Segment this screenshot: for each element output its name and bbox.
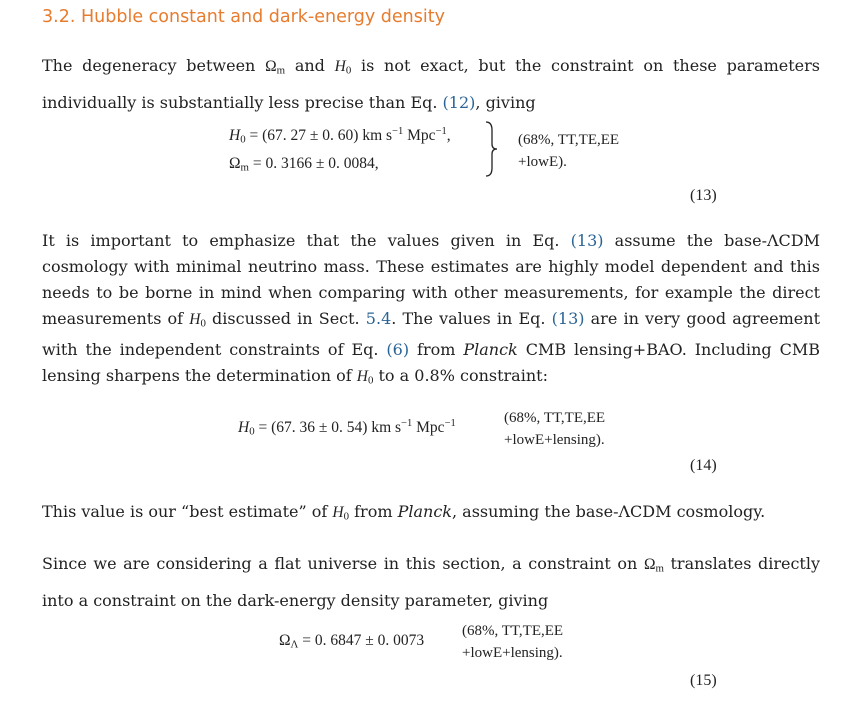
section-number: 3.2. <box>42 7 76 27</box>
paragraph-1: The degeneracy between $\Omega_m$ and $H_0$ is not exact, but the constraint on these parameters individually is substantially less precise than Eq. (12), giving <box>42 56 820 112</box>
eq-ref-13b[interactable]: (13) <box>551 309 585 328</box>
h0-symbol: $H_0$ <box>356 367 374 387</box>
eq14-condition: (68%, TT,TE,EE +lowE+lensing). <box>504 410 606 448</box>
eq-ref-13a[interactable]: (13) <box>570 231 604 250</box>
eq13-condition: (68%, TT,TE,EE +lowE). <box>518 132 620 170</box>
eq-ref-12[interactable]: (12) <box>442 92 476 112</box>
planck-name: Planck <box>463 339 518 359</box>
eq15-condition: (68%, TT,TE,EE +lowE+lensing). <box>462 623 564 661</box>
eq13-brace <box>484 120 500 178</box>
h0-symbol: $H_0$ <box>334 58 352 77</box>
omega-m-symbol: $\Omega_m$ <box>643 556 664 575</box>
section-heading <box>42 7 445 27</box>
eq13-number: (13) <box>690 187 717 204</box>
h0-symbol: $H_0$ <box>332 504 350 523</box>
eq13-line-h0: $H_0 = (67$. 27 ± 0. 60) km $s^{-1}$ Mpc$^{-1}$, <box>229 126 451 146</box>
omega-m-symbol: $\Omega_m$ <box>265 58 286 77</box>
eq-ref-6[interactable]: (6) <box>386 339 410 359</box>
section-title: Hubble constant and dark-energy density <box>80 7 445 27</box>
eq14-number: (14) <box>690 457 717 474</box>
paragraph-3: This value is our “best estimate” of $H_0$ from Planck, assuming the base-ΛCDM cosmology. <box>42 502 766 523</box>
eq13-line-omega: $\Omega_m = 0$. 3166 ± 0. 0084, <box>229 155 379 174</box>
planck-name: Planck <box>397 502 452 521</box>
eq14-line: $H_0 = (67$. 36 ± 0. 54) km $s^{-1}$ Mpc$^{-1}$ <box>238 418 456 438</box>
h0-symbol: $H_0$ <box>189 311 206 330</box>
paragraph-4: Since we are considering a flat universe in this section, a constraint on $\Omega_m$ translates directly into a constraint on the dark-energy density parameter, giving <box>42 554 821 610</box>
eq15-number: (15) <box>690 672 717 689</box>
eq15-line: $\Omega_\Lambda = 0$. 6847 ± 0. 0073 <box>279 632 425 651</box>
sect-ref-5-4[interactable]: 5.4 <box>365 309 392 328</box>
paragraph-2: It is important to emphasize that the values given in Eq. (13) assume the base-ΛCDM cosmology with minimal neutrino mass. These estimates are highly model dependent and this needs to be borne in mind when comparing with other measurements, for example the direct measurements of $H_0$ discussed in Sect. 5.4. The values in Eq. (13) are in very good agreement with the independent constraints of Eq. (6) from Planck CMB lensing+BAO. Including CMB lensing sharpens the determination of $H_0$ to a 0.8% constraint: <box>42 231 820 387</box>
